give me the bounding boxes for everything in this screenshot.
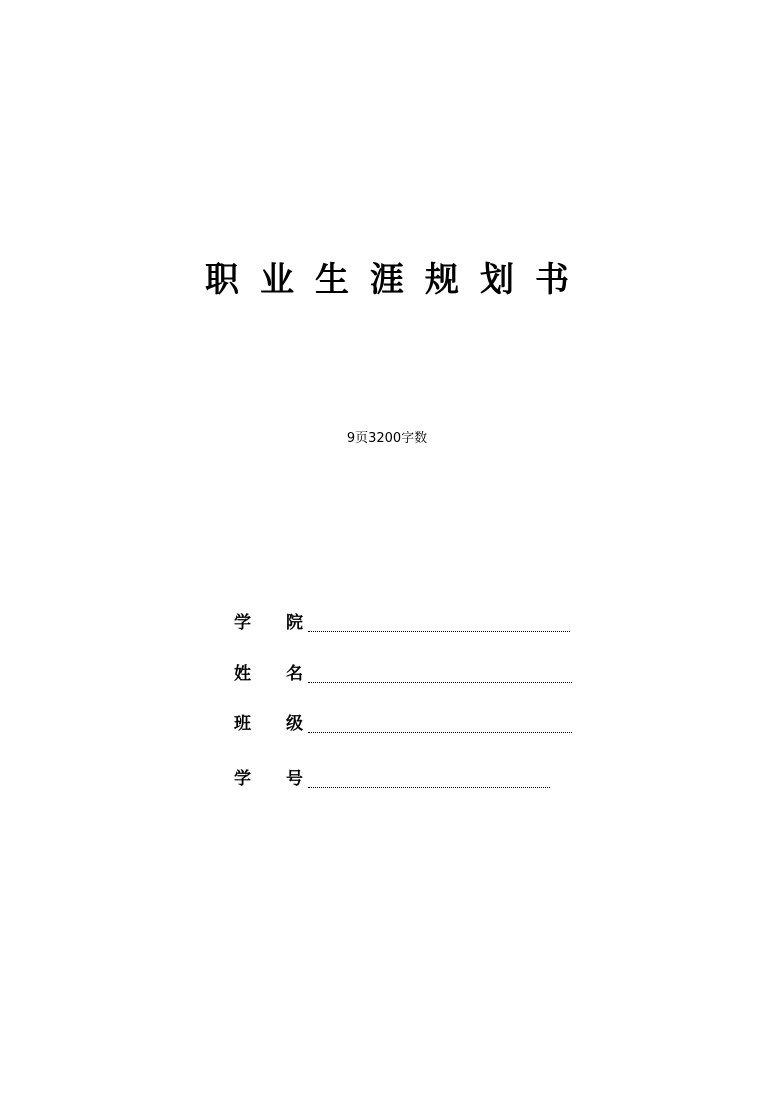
field-label: 学 号	[234, 769, 303, 789]
document-subtitle: 9页3200字数	[346, 431, 428, 446]
field-college	[234, 610, 570, 634]
title-char: 生	[315, 260, 349, 300]
document-title	[0, 258, 774, 302]
title-char: 涯	[370, 260, 404, 300]
field-class	[234, 711, 572, 735]
fill-line[interactable]	[308, 631, 570, 632]
title-char: 规	[425, 260, 459, 300]
title-char: 职	[205, 260, 239, 300]
title-char: 书	[535, 260, 569, 300]
title-char: 业	[260, 260, 294, 300]
title-char: 划	[480, 260, 514, 300]
fill-line[interactable]	[308, 732, 572, 733]
fill-line[interactable]	[308, 787, 550, 788]
field-label: 学 院	[234, 613, 303, 633]
field-label: 班 级	[234, 714, 303, 734]
field-name	[234, 661, 572, 685]
field-student-id	[234, 766, 550, 790]
fill-line[interactable]	[308, 682, 572, 683]
field-label: 姓 名	[234, 664, 303, 684]
